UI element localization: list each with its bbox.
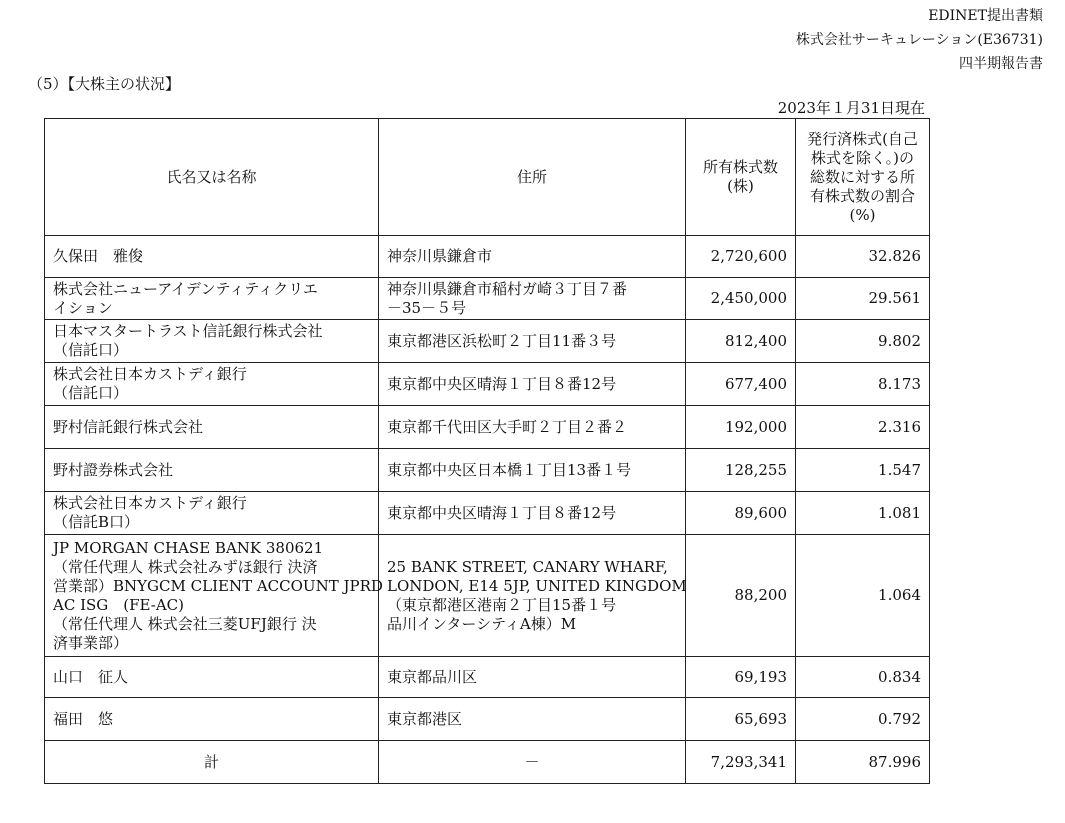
report-type-label: 四半期報告書 bbox=[959, 56, 1043, 72]
header-shares-line: 所有株式数 bbox=[702, 158, 778, 176]
table-row bbox=[45, 657, 930, 698]
shareholder-address bbox=[379, 236, 686, 278]
name-line: 福田 悠 bbox=[53, 709, 114, 728]
table-row bbox=[45, 535, 930, 657]
address-line: 25 BANK STREET, CANARY WHARF, bbox=[387, 557, 668, 576]
header-ratio-line: 総数に対する所 bbox=[809, 167, 915, 186]
shareholder-address bbox=[379, 492, 686, 535]
header-name: 氏名又は名称 bbox=[45, 119, 379, 236]
shareholder-address bbox=[379, 320, 686, 363]
holding-ratio: 8.173 bbox=[796, 363, 930, 406]
total-address: － bbox=[379, 741, 686, 784]
table-row bbox=[45, 236, 930, 278]
shareholder-name bbox=[45, 492, 379, 535]
name-line: （常任代理人 株式会社三菱UFJ銀行 決 bbox=[53, 614, 317, 633]
shareholder-name bbox=[45, 406, 379, 449]
shareholder-address bbox=[379, 535, 686, 657]
holding-ratio: 2.316 bbox=[796, 406, 930, 449]
holding-ratio: 0.834 bbox=[796, 657, 930, 698]
name-line: 山口 征人 bbox=[53, 667, 129, 686]
name-line: （信託口） bbox=[53, 384, 129, 402]
address-line: 品川インターシティA棟）M bbox=[387, 614, 577, 633]
address-line: 東京都中央区晴海１丁目８番12号 bbox=[387, 503, 617, 522]
holding-ratio: 0.792 bbox=[796, 698, 930, 741]
shareholder-name bbox=[45, 278, 379, 320]
shares-held: 89,600 bbox=[686, 492, 796, 535]
name-line: 営業部）BNYGCM CLIENT ACCOUNT JPRD bbox=[53, 576, 383, 595]
address-line: 東京都港区浜松町２丁目11番３号 bbox=[387, 331, 617, 350]
header-ratio-line: 有株式数の割合 bbox=[809, 186, 915, 205]
header-ratio bbox=[796, 119, 930, 236]
table-row bbox=[45, 406, 930, 449]
total-row bbox=[45, 741, 930, 784]
shares-held: 677,400 bbox=[686, 363, 796, 406]
document-header bbox=[796, 4, 1043, 76]
shareholder-name bbox=[45, 657, 379, 698]
table-row bbox=[45, 320, 930, 363]
shares-held: 812,400 bbox=[686, 320, 796, 363]
shares-held: 192,000 bbox=[686, 406, 796, 449]
shares-held: 128,255 bbox=[686, 449, 796, 492]
holding-ratio: 1.064 bbox=[796, 535, 930, 657]
holding-ratio: 1.081 bbox=[796, 492, 930, 535]
shareholder-address bbox=[379, 449, 686, 492]
major-shareholders-table bbox=[44, 118, 930, 784]
shareholder-name bbox=[45, 698, 379, 741]
shares-held: 88,200 bbox=[686, 535, 796, 657]
shareholder-name bbox=[45, 320, 379, 363]
name-line: JP MORGAN CHASE BANK 380621 bbox=[53, 538, 324, 557]
address-line: 東京都港区 bbox=[387, 709, 463, 728]
name-line: イション bbox=[53, 298, 113, 317]
name-line: （信託B口） bbox=[53, 513, 140, 531]
name-line: 日本マスタートラスト信託銀行株式会社 bbox=[53, 322, 323, 340]
address-line: 神奈川県鎌倉市稲村ガ崎３丁目７番 bbox=[387, 279, 628, 298]
name-line: 済事業部） bbox=[53, 633, 129, 652]
shares-held: 69,193 bbox=[686, 657, 796, 698]
total-ratio: 87.996 bbox=[796, 741, 930, 784]
address-line: 神奈川県鎌倉市 bbox=[387, 247, 493, 265]
total-shares: 7,293,341 bbox=[686, 741, 796, 784]
holding-ratio: 29.561 bbox=[796, 278, 930, 320]
company-name-label: 株式会社サーキュレーション(E36731) bbox=[795, 32, 1043, 48]
address-line: 東京都中央区晴海１丁目８番12号 bbox=[387, 374, 617, 393]
total-label: 計 bbox=[45, 741, 379, 784]
table-row bbox=[45, 363, 930, 406]
shareholder-name bbox=[45, 363, 379, 406]
holding-ratio: 9.802 bbox=[796, 320, 930, 363]
address-line: LONDON, E14 5JP, UNITED KINGDOM bbox=[387, 576, 687, 595]
name-line: AC ISG (FE-AC) bbox=[53, 595, 184, 614]
shareholder-address bbox=[379, 406, 686, 449]
header-ratio-line: 株式を除く。)の bbox=[810, 148, 915, 167]
header-shares bbox=[686, 119, 796, 236]
shareholder-name bbox=[45, 449, 379, 492]
name-line: 久保田 雅俊 bbox=[53, 247, 144, 265]
name-line: 株式会社ニューアイデンティティクリエ bbox=[53, 279, 318, 298]
section-title: （5）【大株主の状況】 bbox=[28, 75, 181, 93]
holding-ratio: 1.547 bbox=[796, 449, 930, 492]
table-header-row bbox=[45, 119, 930, 236]
as-of-date: 2023年１月31日現在 bbox=[777, 99, 925, 117]
shareholder-name bbox=[45, 236, 379, 278]
address-line: 東京都品川区 bbox=[387, 667, 478, 686]
table-row bbox=[45, 278, 930, 320]
table-row bbox=[45, 492, 930, 535]
shares-held: 65,693 bbox=[686, 698, 796, 741]
shares-held: 2,720,600 bbox=[686, 236, 796, 278]
shareholder-address bbox=[379, 363, 686, 406]
address-line: 東京都千代田区大手町２丁目２番２ bbox=[387, 417, 628, 436]
name-line: （信託口） bbox=[53, 341, 129, 359]
doc-type-label: EDINET提出書類 bbox=[928, 8, 1043, 24]
header-address: 住所 bbox=[379, 119, 686, 236]
shareholder-address bbox=[379, 657, 686, 698]
table-row bbox=[45, 698, 930, 741]
name-line: 野村證券株式会社 bbox=[53, 460, 174, 479]
address-line: （東京都港区港南２丁目15番１号 bbox=[387, 595, 617, 614]
name-line: 野村信託銀行株式会社 bbox=[53, 417, 204, 436]
name-line: 株式会社日本カストディ銀行 bbox=[53, 365, 247, 383]
table-body bbox=[45, 236, 930, 784]
address-line: －35－５号 bbox=[387, 298, 467, 317]
name-line: 株式会社日本カストディ銀行 bbox=[53, 494, 247, 512]
address-line: 東京都中央区日本橋１丁目13番１号 bbox=[387, 460, 632, 479]
header-ratio-line: (%) bbox=[849, 205, 876, 224]
name-line: （常任代理人 株式会社みずほ銀行 決済 bbox=[53, 557, 318, 576]
header-shares-line: (株) bbox=[727, 177, 754, 195]
header-ratio-line: 発行済株式(自己 bbox=[807, 129, 918, 148]
shareholder-address bbox=[379, 698, 686, 741]
shareholder-address bbox=[379, 278, 686, 320]
shareholder-name bbox=[45, 535, 383, 657]
table-row bbox=[45, 449, 930, 492]
shares-held: 2,450,000 bbox=[686, 278, 796, 320]
holding-ratio: 32.826 bbox=[796, 236, 930, 278]
